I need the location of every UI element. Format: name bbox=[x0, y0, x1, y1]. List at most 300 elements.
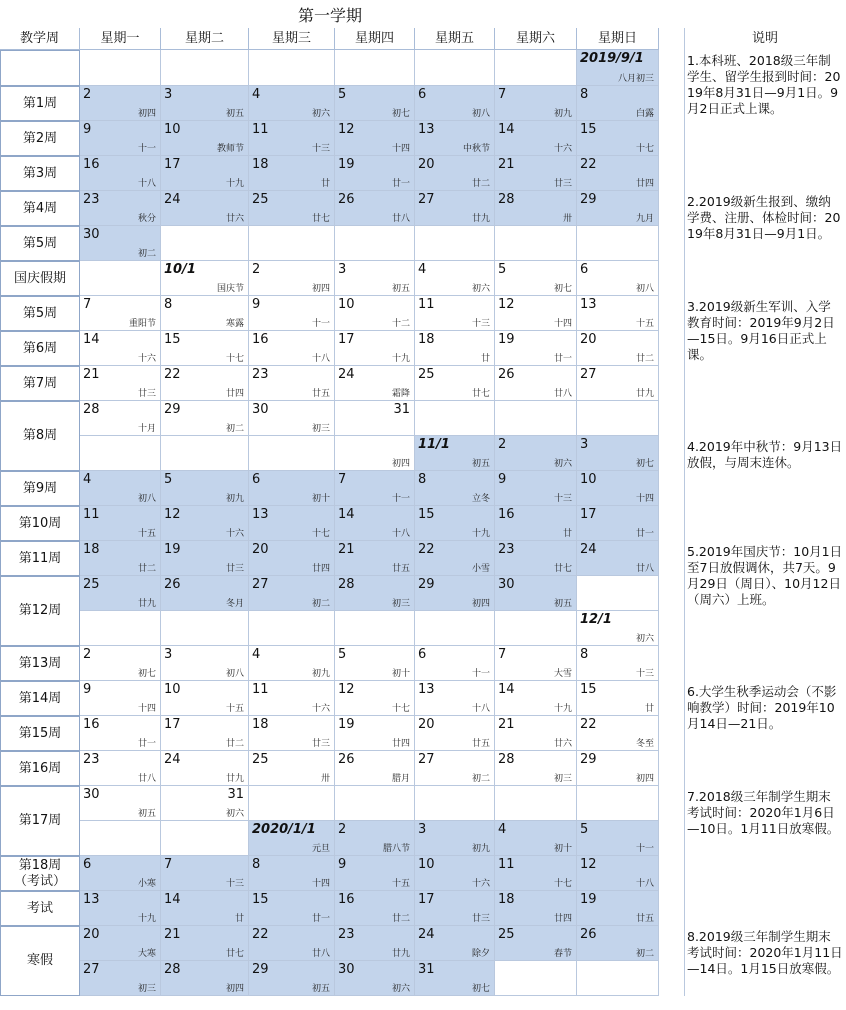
date-number: 22 bbox=[580, 157, 597, 172]
lunar-label: 初四 bbox=[635, 774, 654, 784]
lunar-label: 初九 bbox=[553, 109, 572, 119]
day-cell bbox=[249, 541, 335, 576]
day-cell bbox=[161, 86, 249, 121]
lunar-label: 腊八节 bbox=[382, 844, 410, 854]
day-cell bbox=[80, 646, 161, 681]
date-number: 27 bbox=[83, 962, 100, 977]
week-label: 第10周 bbox=[0, 506, 80, 541]
date-number: 24 bbox=[338, 367, 355, 382]
date-number: 28 bbox=[498, 192, 515, 207]
lunar-label: 初七 bbox=[635, 459, 654, 469]
lunar-label: 十三 bbox=[225, 879, 244, 889]
lunar-label: 十七 bbox=[311, 529, 330, 539]
day-cell bbox=[161, 296, 249, 331]
day-cell bbox=[249, 261, 335, 296]
day-cell bbox=[577, 50, 659, 86]
day-cell bbox=[161, 226, 249, 261]
day-cell bbox=[577, 576, 659, 611]
semester-title: 第一学期 bbox=[297, 6, 362, 25]
lunar-label: 十八 bbox=[311, 354, 330, 364]
date-number: 4 bbox=[252, 87, 261, 102]
date-number: 31 bbox=[418, 962, 435, 977]
day-cell bbox=[335, 331, 415, 366]
lunar-label: 初六 bbox=[225, 809, 244, 819]
week-label: 第5周 bbox=[0, 296, 80, 331]
note-2: 2.2019级新生报到、缴纳学费、注册、体检时间：2019年8月31日—9月1日。 bbox=[687, 194, 841, 241]
lunar-label: 十一 bbox=[391, 494, 410, 504]
day-cell bbox=[335, 751, 415, 786]
date-number: 25 bbox=[252, 192, 269, 207]
week-label: 考试 bbox=[0, 891, 80, 926]
day-cell bbox=[577, 961, 659, 996]
lunar-label: 十四 bbox=[391, 144, 410, 154]
lunar-label: 廿一 bbox=[635, 529, 654, 539]
date-number: 13 bbox=[418, 682, 435, 697]
date-number: 6 bbox=[580, 262, 589, 277]
lunar-label: 廿 bbox=[644, 704, 654, 714]
date-number: 27 bbox=[418, 192, 435, 207]
date-number: 12 bbox=[164, 507, 181, 522]
lunar-label: 初八 bbox=[635, 284, 654, 294]
day-cell bbox=[161, 401, 249, 436]
date-number: 6 bbox=[252, 472, 261, 487]
day-cell bbox=[495, 436, 577, 471]
lunar-label: 初十 bbox=[553, 844, 572, 854]
day-cell bbox=[249, 681, 335, 716]
note-8: 8.2019级三年制学生期末考试时间：2020年1月11日—14日。1月15日放寒假。 bbox=[687, 929, 843, 976]
date-number: 24 bbox=[418, 927, 435, 942]
date-number: 19 bbox=[498, 332, 515, 347]
day-cell bbox=[335, 191, 415, 226]
date-number: 10 bbox=[164, 682, 181, 697]
lunar-label: 初二 bbox=[225, 424, 244, 434]
date-number: 23 bbox=[338, 927, 355, 942]
day-cell bbox=[249, 331, 335, 366]
date-number: 4 bbox=[83, 472, 92, 487]
date-number: 3 bbox=[164, 87, 173, 102]
date-number: 24 bbox=[164, 192, 181, 207]
lunar-label: 初五 bbox=[137, 809, 156, 819]
lunar-label: 十一 bbox=[137, 144, 156, 154]
lunar-label: 廿 bbox=[234, 914, 244, 924]
day-cell bbox=[415, 331, 495, 366]
lunar-label: 大雪 bbox=[553, 669, 572, 679]
lunar-label: 初六 bbox=[553, 459, 572, 469]
lunar-label: 廿五 bbox=[471, 739, 490, 749]
day-cell bbox=[335, 226, 415, 261]
date-number: 7 bbox=[498, 87, 507, 102]
lunar-label: 十八 bbox=[471, 704, 490, 714]
lunar-label: 廿八 bbox=[553, 389, 572, 399]
date-number: 5 bbox=[164, 472, 173, 487]
lunar-label: 十八 bbox=[635, 879, 654, 889]
date-number: 27 bbox=[580, 367, 597, 382]
date-number: 30 bbox=[498, 577, 515, 592]
note-4: 4.2019年中秋节：9月13日放假，与周末连休。 bbox=[687, 439, 843, 470]
date-number: 12 bbox=[498, 297, 515, 312]
date-number: 14 bbox=[338, 507, 355, 522]
day-cell bbox=[415, 576, 495, 611]
day-cell bbox=[577, 331, 659, 366]
day-cell bbox=[249, 506, 335, 541]
date-number: 14 bbox=[498, 122, 515, 137]
day-cell bbox=[249, 856, 335, 891]
lunar-label: 廿四 bbox=[391, 739, 410, 749]
day-cell bbox=[161, 156, 249, 191]
day-cell bbox=[80, 716, 161, 751]
lunar-label: 十六 bbox=[553, 144, 572, 154]
lunar-label: 十四 bbox=[137, 704, 156, 714]
day-cell bbox=[161, 576, 249, 611]
date-number: 13 bbox=[83, 892, 100, 907]
day-cell bbox=[577, 751, 659, 786]
date-number: 5 bbox=[580, 822, 589, 837]
note-3: 3.2019级新生军训、入学教育时间：2019年9月2日—15日。9月16日正式上课。 bbox=[687, 299, 835, 362]
date-number: 7 bbox=[164, 857, 173, 872]
day-cell bbox=[415, 891, 495, 926]
week-label: 第9周 bbox=[0, 471, 80, 506]
date-number: 13 bbox=[252, 507, 269, 522]
lunar-label: 霜降 bbox=[391, 389, 410, 399]
note-5: 5.2019年国庆节：10月1日至7日放假调休，共7天。9月29日（周日）、10月12日（周六）上班。 bbox=[687, 544, 843, 607]
lunar-label: 白露 bbox=[635, 109, 654, 119]
date-number: 24 bbox=[164, 752, 181, 767]
header-day-7: 星期日 bbox=[577, 28, 659, 50]
week-label: 国庆假期 bbox=[0, 261, 80, 296]
date-number: 2 bbox=[83, 647, 92, 662]
day-cell bbox=[161, 541, 249, 576]
lunar-label: 初八 bbox=[471, 109, 490, 119]
lunar-label: 初十 bbox=[391, 669, 410, 679]
day-cell bbox=[335, 786, 415, 821]
week-label: 第18周 （考试） bbox=[0, 856, 80, 891]
day-cell bbox=[335, 366, 415, 401]
lunar-label: 廿九 bbox=[635, 389, 654, 399]
day-cell bbox=[161, 506, 249, 541]
date-number: 10/1 bbox=[164, 262, 196, 277]
week-label: 第12周 bbox=[0, 576, 80, 646]
lunar-label: 卅 bbox=[562, 214, 572, 224]
day-cell bbox=[80, 821, 161, 856]
date-number: 8 bbox=[580, 87, 589, 102]
day-cell bbox=[80, 541, 161, 576]
lunar-label: 初三 bbox=[391, 599, 410, 609]
day-cell bbox=[495, 471, 577, 506]
lunar-label: 廿七 bbox=[471, 389, 490, 399]
week-label: 第11周 bbox=[0, 541, 80, 576]
lunar-label: 初四 bbox=[225, 984, 244, 994]
date-number: 2 bbox=[498, 437, 507, 452]
notes-separator bbox=[684, 28, 685, 996]
date-number: 9 bbox=[498, 472, 507, 487]
lunar-label: 十三 bbox=[635, 669, 654, 679]
lunar-label: 十一 bbox=[311, 319, 330, 329]
week-label: 第5周 bbox=[0, 226, 80, 261]
day-cell bbox=[415, 86, 495, 121]
day-cell bbox=[335, 891, 415, 926]
date-number: 10 bbox=[338, 297, 355, 312]
lunar-label: 廿一 bbox=[553, 354, 572, 364]
lunar-label: 冬月 bbox=[225, 599, 244, 609]
day-cell bbox=[161, 961, 249, 996]
date-number: 18 bbox=[83, 542, 100, 557]
lunar-label: 十九 bbox=[225, 179, 244, 189]
date-number: 20 bbox=[252, 542, 269, 557]
date-number: 18 bbox=[252, 717, 269, 732]
day-cell bbox=[495, 191, 577, 226]
lunar-label: 初三 bbox=[553, 774, 572, 784]
date-number: 19 bbox=[338, 717, 355, 732]
lunar-label: 初七 bbox=[553, 284, 572, 294]
day-cell bbox=[335, 681, 415, 716]
lunar-label: 廿二 bbox=[225, 739, 244, 749]
lunar-label: 初四 bbox=[391, 459, 410, 469]
day-cell bbox=[249, 86, 335, 121]
day-cell bbox=[335, 121, 415, 156]
lunar-label: 十七 bbox=[553, 879, 572, 889]
day-cell bbox=[80, 436, 161, 471]
day-cell bbox=[577, 856, 659, 891]
date-number: 11 bbox=[83, 507, 100, 522]
lunar-label: 腊月 bbox=[391, 774, 410, 784]
date-number: 28 bbox=[83, 402, 100, 417]
date-number: 11 bbox=[418, 297, 435, 312]
date-number: 16 bbox=[338, 892, 355, 907]
date-number: 11/1 bbox=[418, 437, 450, 452]
date-number: 25 bbox=[83, 577, 100, 592]
day-cell bbox=[495, 156, 577, 191]
date-number: 20 bbox=[418, 717, 435, 732]
lunar-label: 小雪 bbox=[471, 564, 490, 574]
lunar-label: 十五 bbox=[635, 319, 654, 329]
lunar-label: 初五 bbox=[225, 109, 244, 119]
lunar-label: 廿一 bbox=[137, 739, 156, 749]
day-cell bbox=[495, 961, 577, 996]
date-number: 23 bbox=[252, 367, 269, 382]
date-number: 21 bbox=[498, 157, 515, 172]
lunar-label: 十一 bbox=[471, 669, 490, 679]
week-label: 第1周 bbox=[0, 86, 80, 121]
lunar-label: 廿六 bbox=[553, 739, 572, 749]
date-number: 30 bbox=[83, 787, 100, 802]
date-number: 27 bbox=[418, 752, 435, 767]
lunar-label: 廿四 bbox=[311, 564, 330, 574]
day-cell bbox=[577, 681, 659, 716]
note-1: 1.本科班、2018级三年制学生、留学生报到时间：2019年8月31日—9月1日。9月2日正式上课。 bbox=[687, 53, 841, 116]
lunar-label: 廿三 bbox=[311, 739, 330, 749]
day-cell bbox=[80, 856, 161, 891]
day-cell bbox=[577, 191, 659, 226]
date-number: 31 bbox=[227, 787, 244, 802]
lunar-label: 元旦 bbox=[311, 844, 330, 854]
lunar-label: 大寒 bbox=[137, 949, 156, 959]
lunar-label: 廿二 bbox=[635, 354, 654, 364]
day-cell bbox=[335, 436, 415, 471]
day-cell bbox=[577, 506, 659, 541]
lunar-label: 教师节 bbox=[216, 144, 244, 154]
lunar-label: 廿四 bbox=[635, 179, 654, 189]
date-number: 14 bbox=[83, 332, 100, 347]
day-cell bbox=[80, 891, 161, 926]
day-cell bbox=[161, 716, 249, 751]
date-number: 14 bbox=[498, 682, 515, 697]
date-number: 20 bbox=[418, 157, 435, 172]
lunar-label: 廿五 bbox=[635, 914, 654, 924]
date-number: 31 bbox=[393, 402, 410, 417]
day-cell bbox=[249, 821, 335, 856]
date-number: 6 bbox=[83, 857, 92, 872]
date-number: 19 bbox=[338, 157, 355, 172]
day-cell bbox=[335, 261, 415, 296]
date-number: 21 bbox=[498, 717, 515, 732]
week-label: 第6周 bbox=[0, 331, 80, 366]
day-cell bbox=[335, 611, 415, 646]
day-cell bbox=[577, 926, 659, 961]
header-day-6: 星期六 bbox=[495, 28, 577, 50]
week-label: 第2周 bbox=[0, 121, 80, 156]
day-cell bbox=[249, 401, 335, 436]
day-cell bbox=[161, 786, 249, 821]
header-day-3: 星期三 bbox=[249, 28, 335, 50]
date-number: 2 bbox=[338, 822, 347, 837]
date-number: 25 bbox=[252, 752, 269, 767]
lunar-label: 初七 bbox=[471, 984, 490, 994]
day-cell bbox=[495, 681, 577, 716]
lunar-label: 九月 bbox=[635, 214, 654, 224]
day-cell bbox=[249, 156, 335, 191]
lunar-label: 中秋节 bbox=[462, 144, 490, 154]
lunar-label: 廿 bbox=[480, 354, 490, 364]
date-number: 29 bbox=[418, 577, 435, 592]
week-label: 第7周 bbox=[0, 366, 80, 401]
date-number: 8 bbox=[418, 472, 427, 487]
date-number: 16 bbox=[252, 332, 269, 347]
date-number: 22 bbox=[580, 717, 597, 732]
day-cell bbox=[80, 156, 161, 191]
lunar-label: 初二 bbox=[471, 774, 490, 784]
date-number: 19 bbox=[580, 892, 597, 907]
day-cell bbox=[335, 646, 415, 681]
lunar-label: 十二 bbox=[391, 319, 410, 329]
date-number: 29 bbox=[580, 192, 597, 207]
lunar-label: 寒露 bbox=[225, 319, 244, 329]
day-cell bbox=[495, 86, 577, 121]
day-cell bbox=[495, 926, 577, 961]
date-number: 28 bbox=[164, 962, 181, 977]
lunar-label: 廿二 bbox=[137, 564, 156, 574]
date-number: 18 bbox=[252, 157, 269, 172]
day-cell bbox=[415, 156, 495, 191]
date-number: 26 bbox=[580, 927, 597, 942]
day-cell bbox=[80, 681, 161, 716]
date-number: 15 bbox=[580, 122, 597, 137]
date-number: 21 bbox=[83, 367, 100, 382]
date-number: 2019/9/1 bbox=[580, 51, 644, 66]
lunar-label: 冬至 bbox=[635, 739, 654, 749]
date-number: 6 bbox=[418, 87, 427, 102]
day-cell bbox=[495, 716, 577, 751]
date-number: 4 bbox=[418, 262, 427, 277]
day-cell bbox=[495, 856, 577, 891]
day-cell bbox=[415, 716, 495, 751]
lunar-label: 初四 bbox=[137, 109, 156, 119]
lunar-label: 初三 bbox=[311, 424, 330, 434]
date-number: 3 bbox=[580, 437, 589, 452]
day-cell bbox=[495, 646, 577, 681]
date-number: 25 bbox=[418, 367, 435, 382]
date-number: 21 bbox=[164, 927, 181, 942]
date-number: 11 bbox=[252, 682, 269, 697]
day-cell bbox=[495, 891, 577, 926]
lunar-label: 十六 bbox=[137, 354, 156, 364]
day-cell bbox=[249, 611, 335, 646]
lunar-label: 十六 bbox=[311, 704, 330, 714]
day-cell bbox=[249, 226, 335, 261]
day-cell bbox=[80, 296, 161, 331]
lunar-label: 十五 bbox=[391, 879, 410, 889]
day-cell bbox=[80, 121, 161, 156]
day-cell bbox=[415, 436, 495, 471]
day-cell bbox=[335, 156, 415, 191]
day-cell bbox=[80, 926, 161, 961]
header-day-4: 星期四 bbox=[335, 28, 415, 50]
day-cell bbox=[415, 191, 495, 226]
lunar-label: 重阳节 bbox=[128, 319, 156, 329]
lunar-label: 廿九 bbox=[137, 599, 156, 609]
week-label: 第3周 bbox=[0, 156, 80, 191]
day-cell bbox=[577, 436, 659, 471]
lunar-label: 十月 bbox=[137, 424, 156, 434]
day-cell bbox=[495, 296, 577, 331]
day-cell bbox=[495, 821, 577, 856]
lunar-label: 卅 bbox=[320, 774, 330, 784]
lunar-label: 廿四 bbox=[225, 389, 244, 399]
day-cell bbox=[80, 576, 161, 611]
day-cell bbox=[249, 716, 335, 751]
day-cell bbox=[415, 961, 495, 996]
day-cell bbox=[415, 821, 495, 856]
lunar-label: 初二 bbox=[635, 949, 654, 959]
day-cell bbox=[161, 366, 249, 401]
date-number: 6 bbox=[418, 647, 427, 662]
date-number: 30 bbox=[83, 227, 100, 242]
date-number: 12 bbox=[338, 122, 355, 137]
week-label: 寒假 bbox=[0, 926, 80, 996]
lunar-label: 廿一 bbox=[391, 179, 410, 189]
day-cell bbox=[415, 366, 495, 401]
lunar-label: 初二 bbox=[311, 599, 330, 609]
date-number: 26 bbox=[338, 752, 355, 767]
day-cell bbox=[495, 331, 577, 366]
day-cell bbox=[577, 716, 659, 751]
date-number: 22 bbox=[418, 542, 435, 557]
day-cell bbox=[161, 646, 249, 681]
lunar-label: 初九 bbox=[471, 844, 490, 854]
day-cell bbox=[335, 961, 415, 996]
day-cell bbox=[577, 891, 659, 926]
lunar-label: 春节 bbox=[553, 949, 572, 959]
date-number: 25 bbox=[498, 927, 515, 942]
date-number: 30 bbox=[338, 962, 355, 977]
date-number: 22 bbox=[252, 927, 269, 942]
lunar-label: 十七 bbox=[225, 354, 244, 364]
header-day-2: 星期二 bbox=[161, 28, 249, 50]
day-cell bbox=[415, 646, 495, 681]
week-label: 第17周 bbox=[0, 786, 80, 856]
date-number: 26 bbox=[498, 367, 515, 382]
day-cell bbox=[335, 716, 415, 751]
day-cell bbox=[80, 261, 161, 296]
